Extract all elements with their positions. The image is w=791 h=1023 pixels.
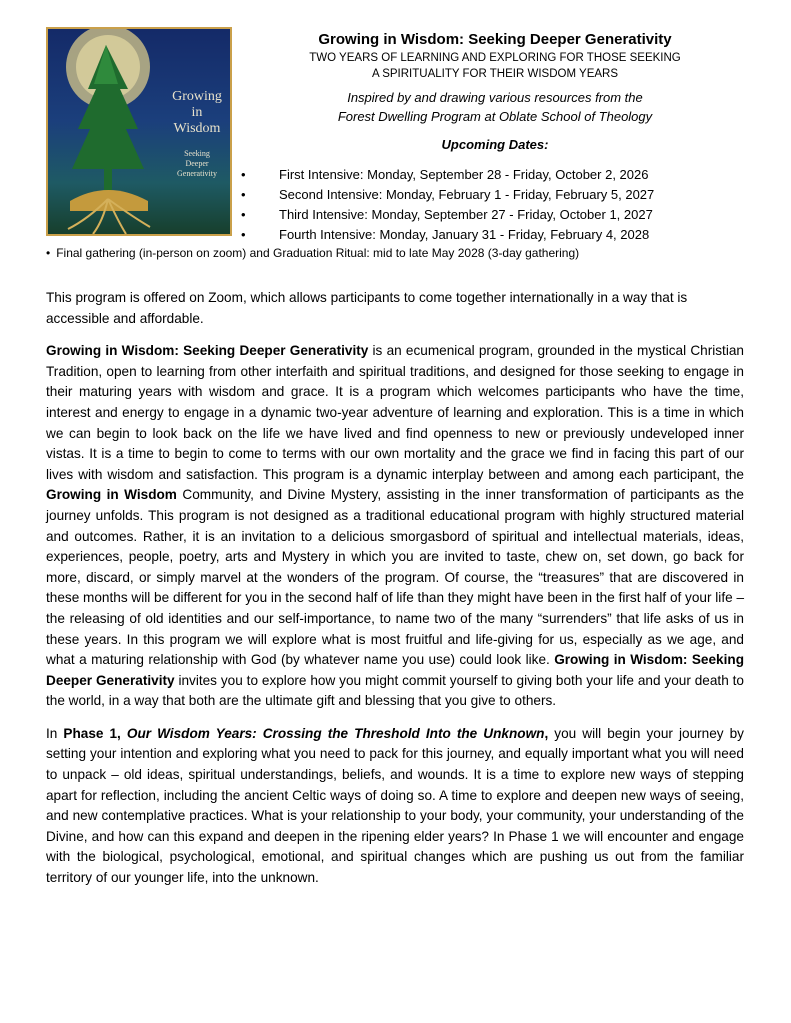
subtitle-line-1: TWO YEARS OF LEARNING AND EXPLORING FOR THOSE SEEKING (309, 52, 681, 64)
dates-list (238, 165, 758, 245)
book-cover-image (46, 27, 232, 236)
date-item: • Third Intensive: Monday, September 27 - Friday, October 1, 2027 (241, 207, 653, 222)
cover-subtitle: Seeking Deeper Generativity (177, 149, 217, 178)
inspired-by: Inspired by and drawing various resources from the Forest Dwelling Program at Oblate School of Theology (337, 90, 653, 124)
paragraph-program: Growing in Wisdom: Seeking Deeper Generativity is an ecumenical program, grounded in the mystical Christian Tradition, open to learning from other interfaith and spiritual traditions, and designed for those seeking to engage in their maturing years with wisdom and grace. It is a program which welcomes participants who have the time, interest and energy to engage in a dynamic two-year adventure of learning and exploration. This is a time in which we can begin to look back on the life we have lived and find openness to new or previously undeveloped inner vistas. It is a time to begin to come to terms with our own mortality and the grace we find in facing this part of our lives with wisdom and satisfaction. This program is a dynamic interplay between and among each participant, the Growing in Wisdom Community, and Divine Mystery, assisting in the inner transformation of participants as the journey unfolds. This program is not designed as a traditional educational program with highly structured material and outcomes. Rather, it is an invitation to a delicious smorgasbord of spiritual and intellectual materials, ideas, experiences, people, poetry, arts and Mystery in which you are invited to taste, chew on, set down, go back for more, discard, or simply marvel at the wonders of the program. Of course, the “treasures” that are discovered in these months will be different for you in the second half of life than they might have been in the first half of your life – the releasing of old identities and our self-importance, to name two of the many “surrenders” that life asks of us in these years. In this program we will explore what is most fruitful and life-giving for us, especially as we age, and what a maturing relationship with God (by whatever name you use) could look like. Growing in Wisdom: Seeking Deeper Generativity invites you to explore how you might commit yourself to giving both your life and your death to the world, in a way that both are the ultimate gift and blessing that you give to others. (46, 343, 744, 709)
date-item: • Second Intensive: Monday, February 1 - Friday, February 5, 2027 (241, 187, 655, 202)
date-item: • First Intensive: Monday, September 28 - Friday, October 2, 2026 (241, 167, 649, 182)
date-item: • Fourth Intensive: Monday, January 31 - Friday, February 4, 2028 (241, 227, 650, 242)
paragraph-phase-1: In Phase 1, Our Wisdom Years: Crossing the Threshold Into the Unknown, you will begin your journey by setting your intention and exploring what you need to pack for this journey, and equally important what you will need to unpack – old ideas, spiritual understandings, beliefs, and wounds. It is a time to explore new ways of stepping apart for reflection, including the ancient Celtic ways of doing so. A time to explore and deepen new ways of seeing, and new contemplative practices. What is your relationship to your body, your community, your understanding of the Divine, and how can this expand and deepen in the ripening elder years? In Phase 1 we will encounter and engage with the biological, psychological, emotional, and spiritual changes which are pushing us out from the familiar territory of our younger life, into the unknown. (46, 725, 744, 886)
header (280, 30, 710, 154)
cover-title: Growing in Wisdom (172, 89, 222, 136)
paragraph-zoom: This program is offered on Zoom, which allows participants to come together internationally in a way that is accessible and affordable. (46, 290, 688, 326)
subtitle-line-2: A SPIRITUALITY FOR THEIR WISDOM YEARS (371, 68, 619, 80)
body-text (46, 288, 744, 901)
upcoming-dates-heading: Upcoming Dates: (441, 137, 549, 152)
document-title: Growing in Wisdom: Seeking Deeper Generativity (318, 31, 672, 48)
final-gathering: • Final gathering (in-person on zoom) and Graduation Ritual: mid to late May 2028 (3-day gathering) (46, 246, 580, 260)
